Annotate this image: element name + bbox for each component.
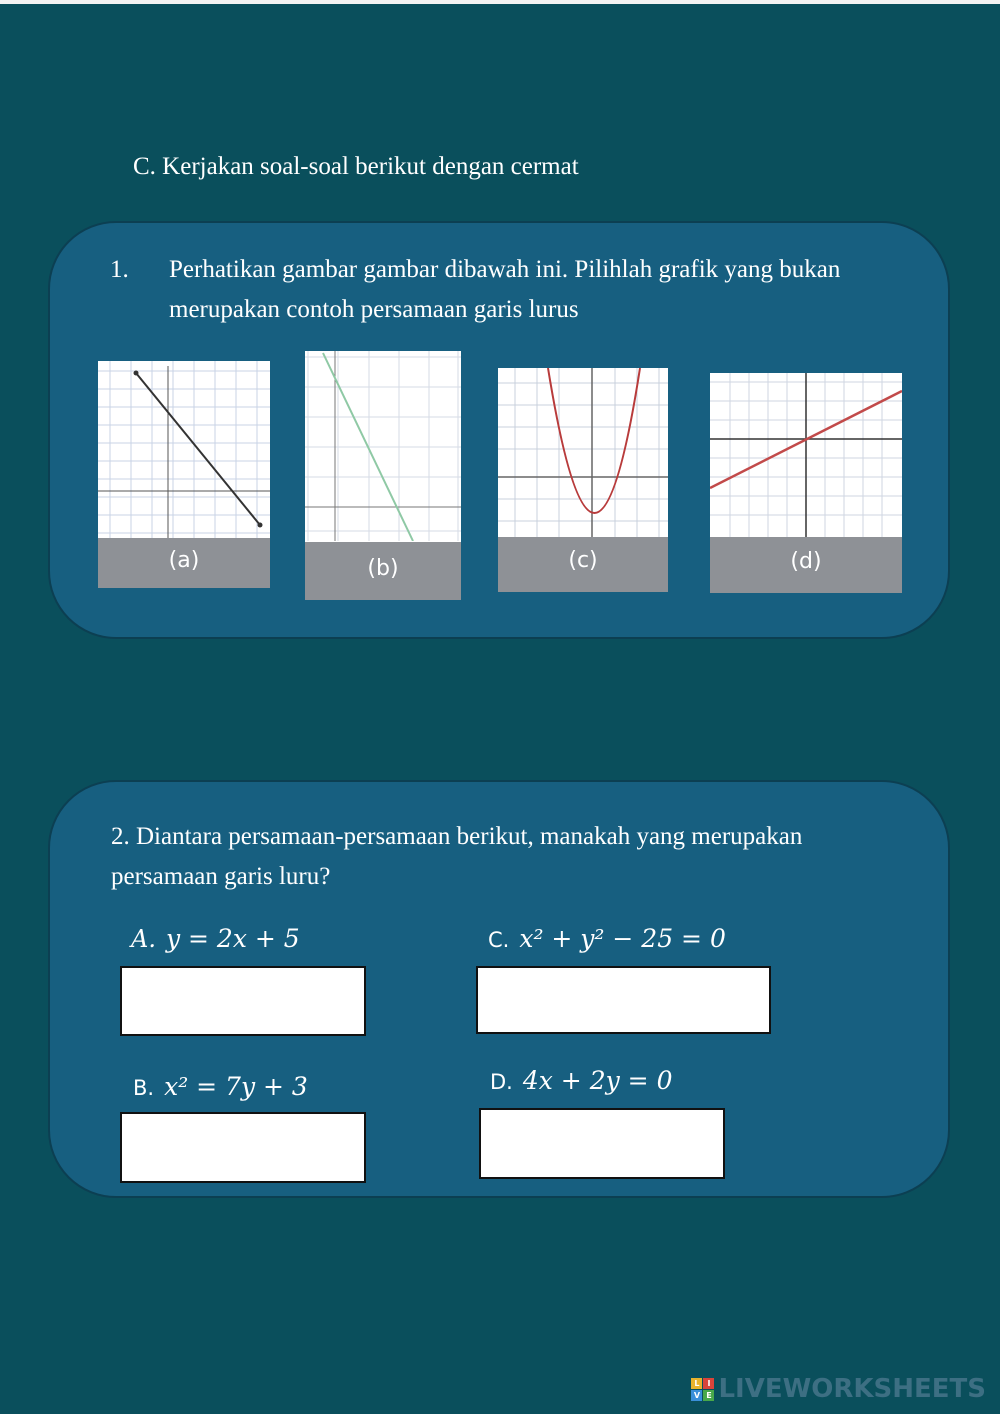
option-c bbox=[488, 924, 726, 953]
graph-d bbox=[710, 373, 902, 593]
question-1-number: 1. bbox=[110, 256, 129, 283]
question-1-text: Perhatikan gambar gambar dibawah ini. Pilihlah grafik yang bukan merupakan contoh persamaan garis lurus bbox=[169, 256, 841, 323]
graph-b-label: (b) bbox=[305, 542, 461, 600]
option-a-letter: A. bbox=[131, 925, 156, 953]
question-2-text: 2. Diantara persamaan-persamaan berikut, manakah yang merupakan persamaan garis luru? bbox=[111, 823, 803, 890]
liveworksheets-watermark bbox=[691, 1374, 986, 1404]
answer-box-a[interactable] bbox=[120, 966, 366, 1036]
option-d bbox=[490, 1066, 672, 1095]
option-a bbox=[131, 924, 300, 953]
graph-a bbox=[98, 361, 270, 588]
graph-b bbox=[305, 351, 461, 600]
answer-box-b[interactable] bbox=[120, 1112, 366, 1183]
liveworksheets-text: LIVEWORKSHEETS bbox=[718, 1374, 986, 1404]
section-title: C. Kerjakan soal-soal berikut dengan cermat bbox=[133, 153, 579, 180]
option-d-letter: D. bbox=[490, 1070, 513, 1094]
graph-b-plot bbox=[305, 351, 461, 541]
graph-a-plot bbox=[98, 361, 270, 539]
option-b-equation: x² = 7y + 3 bbox=[164, 1072, 308, 1101]
option-d-equation: 4x + 2y = 0 bbox=[522, 1066, 673, 1095]
graph-a-label: (a) bbox=[98, 538, 270, 588]
option-b bbox=[133, 1072, 308, 1101]
graph-c bbox=[498, 368, 668, 592]
option-c-equation: x² + y² − 25 = 0 bbox=[519, 924, 726, 953]
option-a-equation: y = 2x + 5 bbox=[165, 924, 300, 953]
top-edge-line bbox=[0, 0, 1000, 4]
answer-box-d[interactable] bbox=[479, 1108, 725, 1179]
graph-c-label: (c) bbox=[498, 537, 668, 592]
option-b-letter: B. bbox=[133, 1076, 155, 1100]
liveworksheets-logo-icon: L I V E bbox=[691, 1378, 714, 1401]
graph-d-label: (d) bbox=[710, 537, 902, 593]
answer-box-c[interactable] bbox=[476, 966, 771, 1034]
graph-c-plot bbox=[498, 368, 668, 538]
graph-d-plot bbox=[710, 373, 902, 537]
option-c-letter: C. bbox=[488, 928, 510, 952]
